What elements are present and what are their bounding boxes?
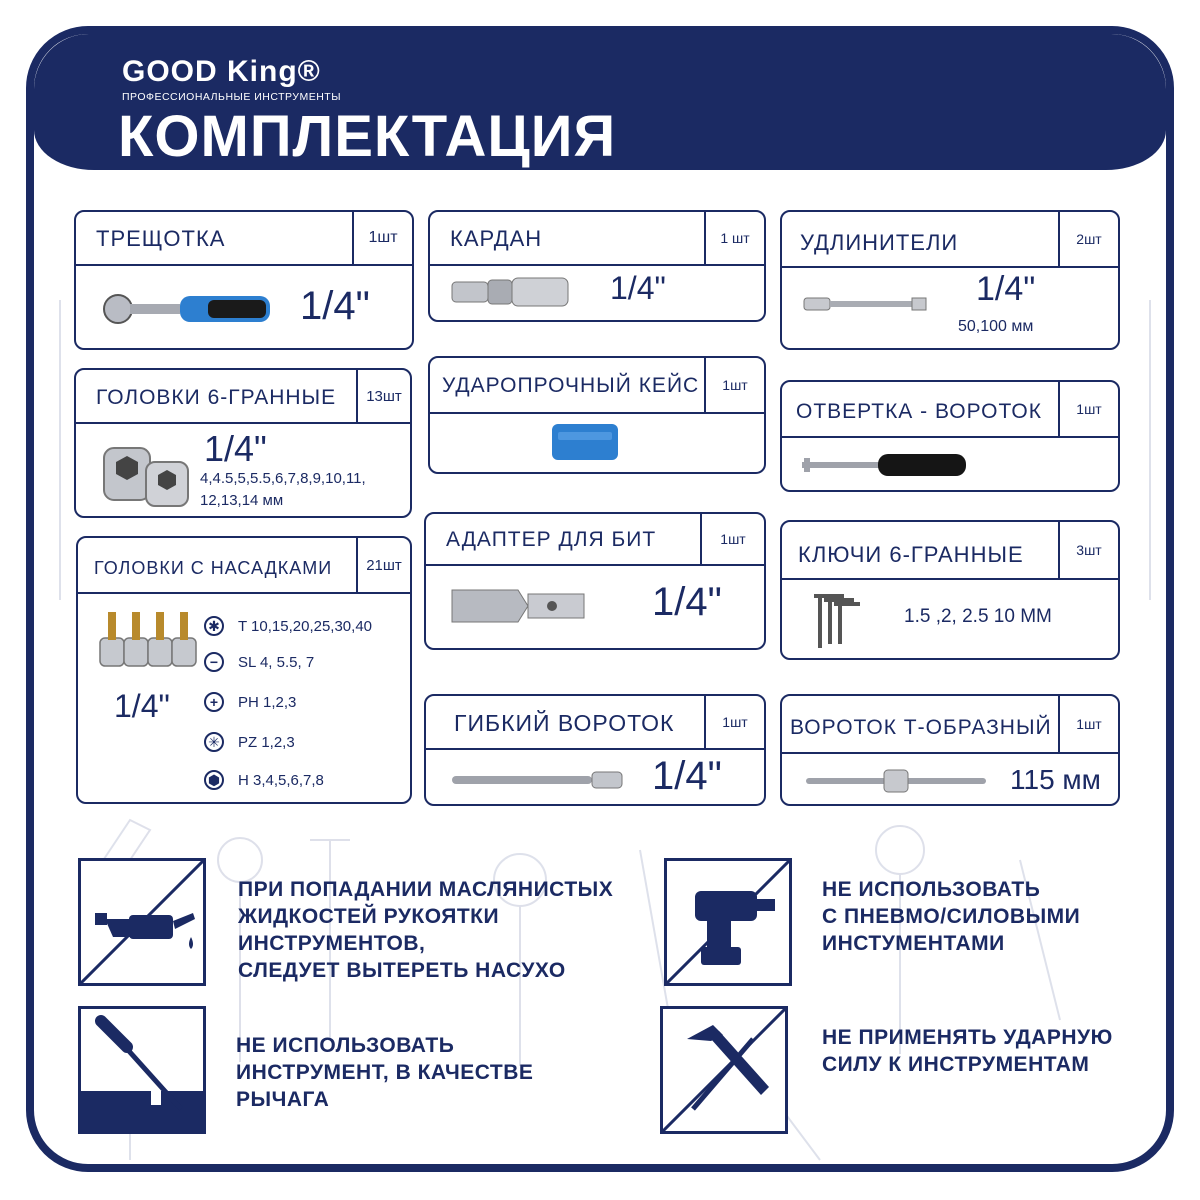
ratchet-icon — [98, 284, 278, 334]
card-name: УДЛИНИТЕЛИ — [800, 230, 959, 255]
warning-oil-box — [78, 858, 206, 986]
card-size: 115 мм — [1010, 764, 1101, 795]
card-cardan — [428, 210, 766, 322]
card-name: ВОРОТОК Т-ОБРАЗНЫЙ — [790, 716, 1052, 739]
card-qty: 1шт — [1058, 696, 1118, 752]
warning-line: НЕ ПРИМЕНЯТЬ УДАРНУЮ — [822, 1026, 1113, 1049]
bit-label: PZ 1,2,3 — [238, 733, 295, 751]
warning-oil-text — [238, 876, 613, 984]
torx-icon: ✱ — [204, 616, 224, 636]
card-screwdriver — [780, 380, 1120, 492]
socket-sizes-line2: 12,13,14 мм — [200, 492, 284, 509]
card-size: 1/4" — [652, 754, 722, 798]
warning-line: ЖИДКОСТЕЙ РУКОЯТКИ — [238, 905, 500, 928]
warning-power-text — [822, 876, 1080, 957]
card-extensions — [780, 210, 1120, 350]
hammer-icon — [663, 1009, 788, 1134]
warning-lever-text — [236, 1032, 533, 1113]
card-name: ГОЛОВКИ С НАСАДКАМИ — [94, 558, 333, 578]
warning-line: ИНСТРУМЕНТ, В КАЧЕСТВЕ — [236, 1061, 534, 1084]
card-bit-adapter — [424, 512, 766, 650]
card-qty: 21шт — [356, 538, 410, 592]
extension-lengths: 50,100 мм — [958, 318, 1034, 335]
drill-icon — [667, 861, 792, 986]
card-bit-sockets — [76, 536, 412, 804]
bit-label: H 3,4,5,6,7,8 — [238, 771, 324, 789]
card-qty: 1шт — [1058, 382, 1118, 436]
hex-key-icon — [806, 590, 866, 654]
oil-can-icon — [81, 861, 206, 986]
card-size: 1/4" — [610, 270, 666, 306]
pozidriv-icon: ✳ — [204, 732, 224, 752]
socket-icon — [98, 440, 208, 510]
card-size: 1/4" — [652, 580, 722, 624]
brand-subtitle: ПРОФЕССИОНАЛЬНЫЕ ИНСТРУМЕНТЫ — [122, 91, 342, 103]
case-icon — [550, 420, 620, 464]
lever-icon — [81, 1009, 206, 1134]
warning-lever-box — [78, 1006, 206, 1134]
phillips-icon: + — [204, 692, 224, 712]
card-name: ГОЛОВКИ 6-ГРАННЫЕ — [96, 386, 337, 409]
warning-line: ИНСТУМЕНТАМИ — [822, 932, 1005, 955]
bit-row — [204, 692, 296, 712]
card-case — [428, 356, 766, 474]
card-qty: 3шт — [1058, 522, 1118, 578]
card-ratchet — [74, 210, 414, 350]
bit-label: PH 1,2,3 — [238, 693, 297, 711]
bit-socket-icon — [98, 608, 198, 670]
bit-row — [204, 616, 372, 636]
card-name: УДАРОПРОЧНЫЙ КЕЙС — [442, 374, 700, 397]
card-t-handle — [780, 694, 1120, 806]
card-name: КЛЮЧИ 6-ГРАННЫЕ — [798, 542, 1024, 567]
card-qty: 13шт — [356, 370, 410, 422]
card-name: КАРДАН — [450, 226, 543, 251]
card-qty: 1шт — [704, 358, 764, 412]
card-qty: 1шт — [352, 212, 412, 264]
warning-line: НЕ ИСПОЛЬЗОВАТЬ — [236, 1034, 455, 1057]
warning-line: ПРИ ПОПАДАНИИ МАСЛЯНИСТЫХ — [238, 878, 614, 901]
warning-line: РЫЧАГА — [236, 1088, 330, 1111]
card-size: 1/4" — [300, 284, 370, 328]
card-qty: 1шт — [704, 696, 764, 748]
bit-label: SL 4, 5.5, 7 — [238, 653, 315, 671]
card-size: 1/4" — [114, 688, 170, 724]
card-qty: 1 шт — [704, 212, 764, 264]
warning-line: ИНСТРУМЕНТОВ, — [238, 932, 426, 955]
warning-line: НЕ ИСПОЛЬЗОВАТЬ — [822, 878, 1041, 901]
hex-key-sizes: 1.5 ,2, 2.5 10 ММ — [904, 606, 1052, 627]
card-name: ОТВЕРТКА - ВОРОТОК — [796, 400, 1042, 423]
socket-sizes-line1: 4,4.5,5,5.5,6,7,8,9,10,11, — [200, 470, 366, 487]
bit-adapter-icon — [448, 580, 588, 632]
card-name: ТРЕЩОТКА — [96, 226, 226, 251]
slotted-icon: − — [204, 652, 224, 672]
universal-joint-icon — [448, 272, 578, 314]
card-hex-sockets — [74, 368, 412, 518]
warning-line: СИЛУ К ИНСТРУМЕНТАМ — [822, 1053, 1090, 1076]
screwdriver-icon — [800, 448, 970, 482]
card-name: АДАПТЕР ДЛЯ БИТ — [446, 528, 657, 551]
flex-handle-icon — [448, 768, 628, 792]
warning-line: СЛЕДУЕТ ВЫТЕРЕТЬ НАСУХО — [238, 959, 566, 982]
page-title: КОМПЛЕКТАЦИЯ — [118, 104, 617, 169]
warning-impact-box — [660, 1006, 788, 1134]
bit-row — [204, 770, 324, 790]
card-size: 1/4" — [204, 428, 267, 469]
brand-logo: GOOD King® — [122, 55, 321, 88]
bit-row — [204, 732, 295, 752]
bit-label: T 10,15,20,25,30,40 — [238, 617, 373, 635]
card-qty: 1шт — [700, 514, 764, 564]
t-handle-icon — [802, 766, 992, 796]
card-size: 1/4" — [976, 270, 1036, 308]
hex-bit-icon: ⬢ — [204, 770, 224, 790]
card-hex-keys — [780, 520, 1120, 660]
warning-impact-text — [822, 1024, 1113, 1078]
card-name: ГИБКИЙ ВОРОТОК — [454, 710, 675, 736]
warning-line: С ПНЕВМО/СИЛОВЫМИ — [822, 905, 1081, 928]
card-flex-handle — [424, 694, 766, 806]
bit-row — [204, 652, 314, 672]
card-qty: 2шт — [1058, 212, 1118, 266]
extension-bar-icon — [800, 292, 930, 316]
warning-power-box — [664, 858, 792, 986]
